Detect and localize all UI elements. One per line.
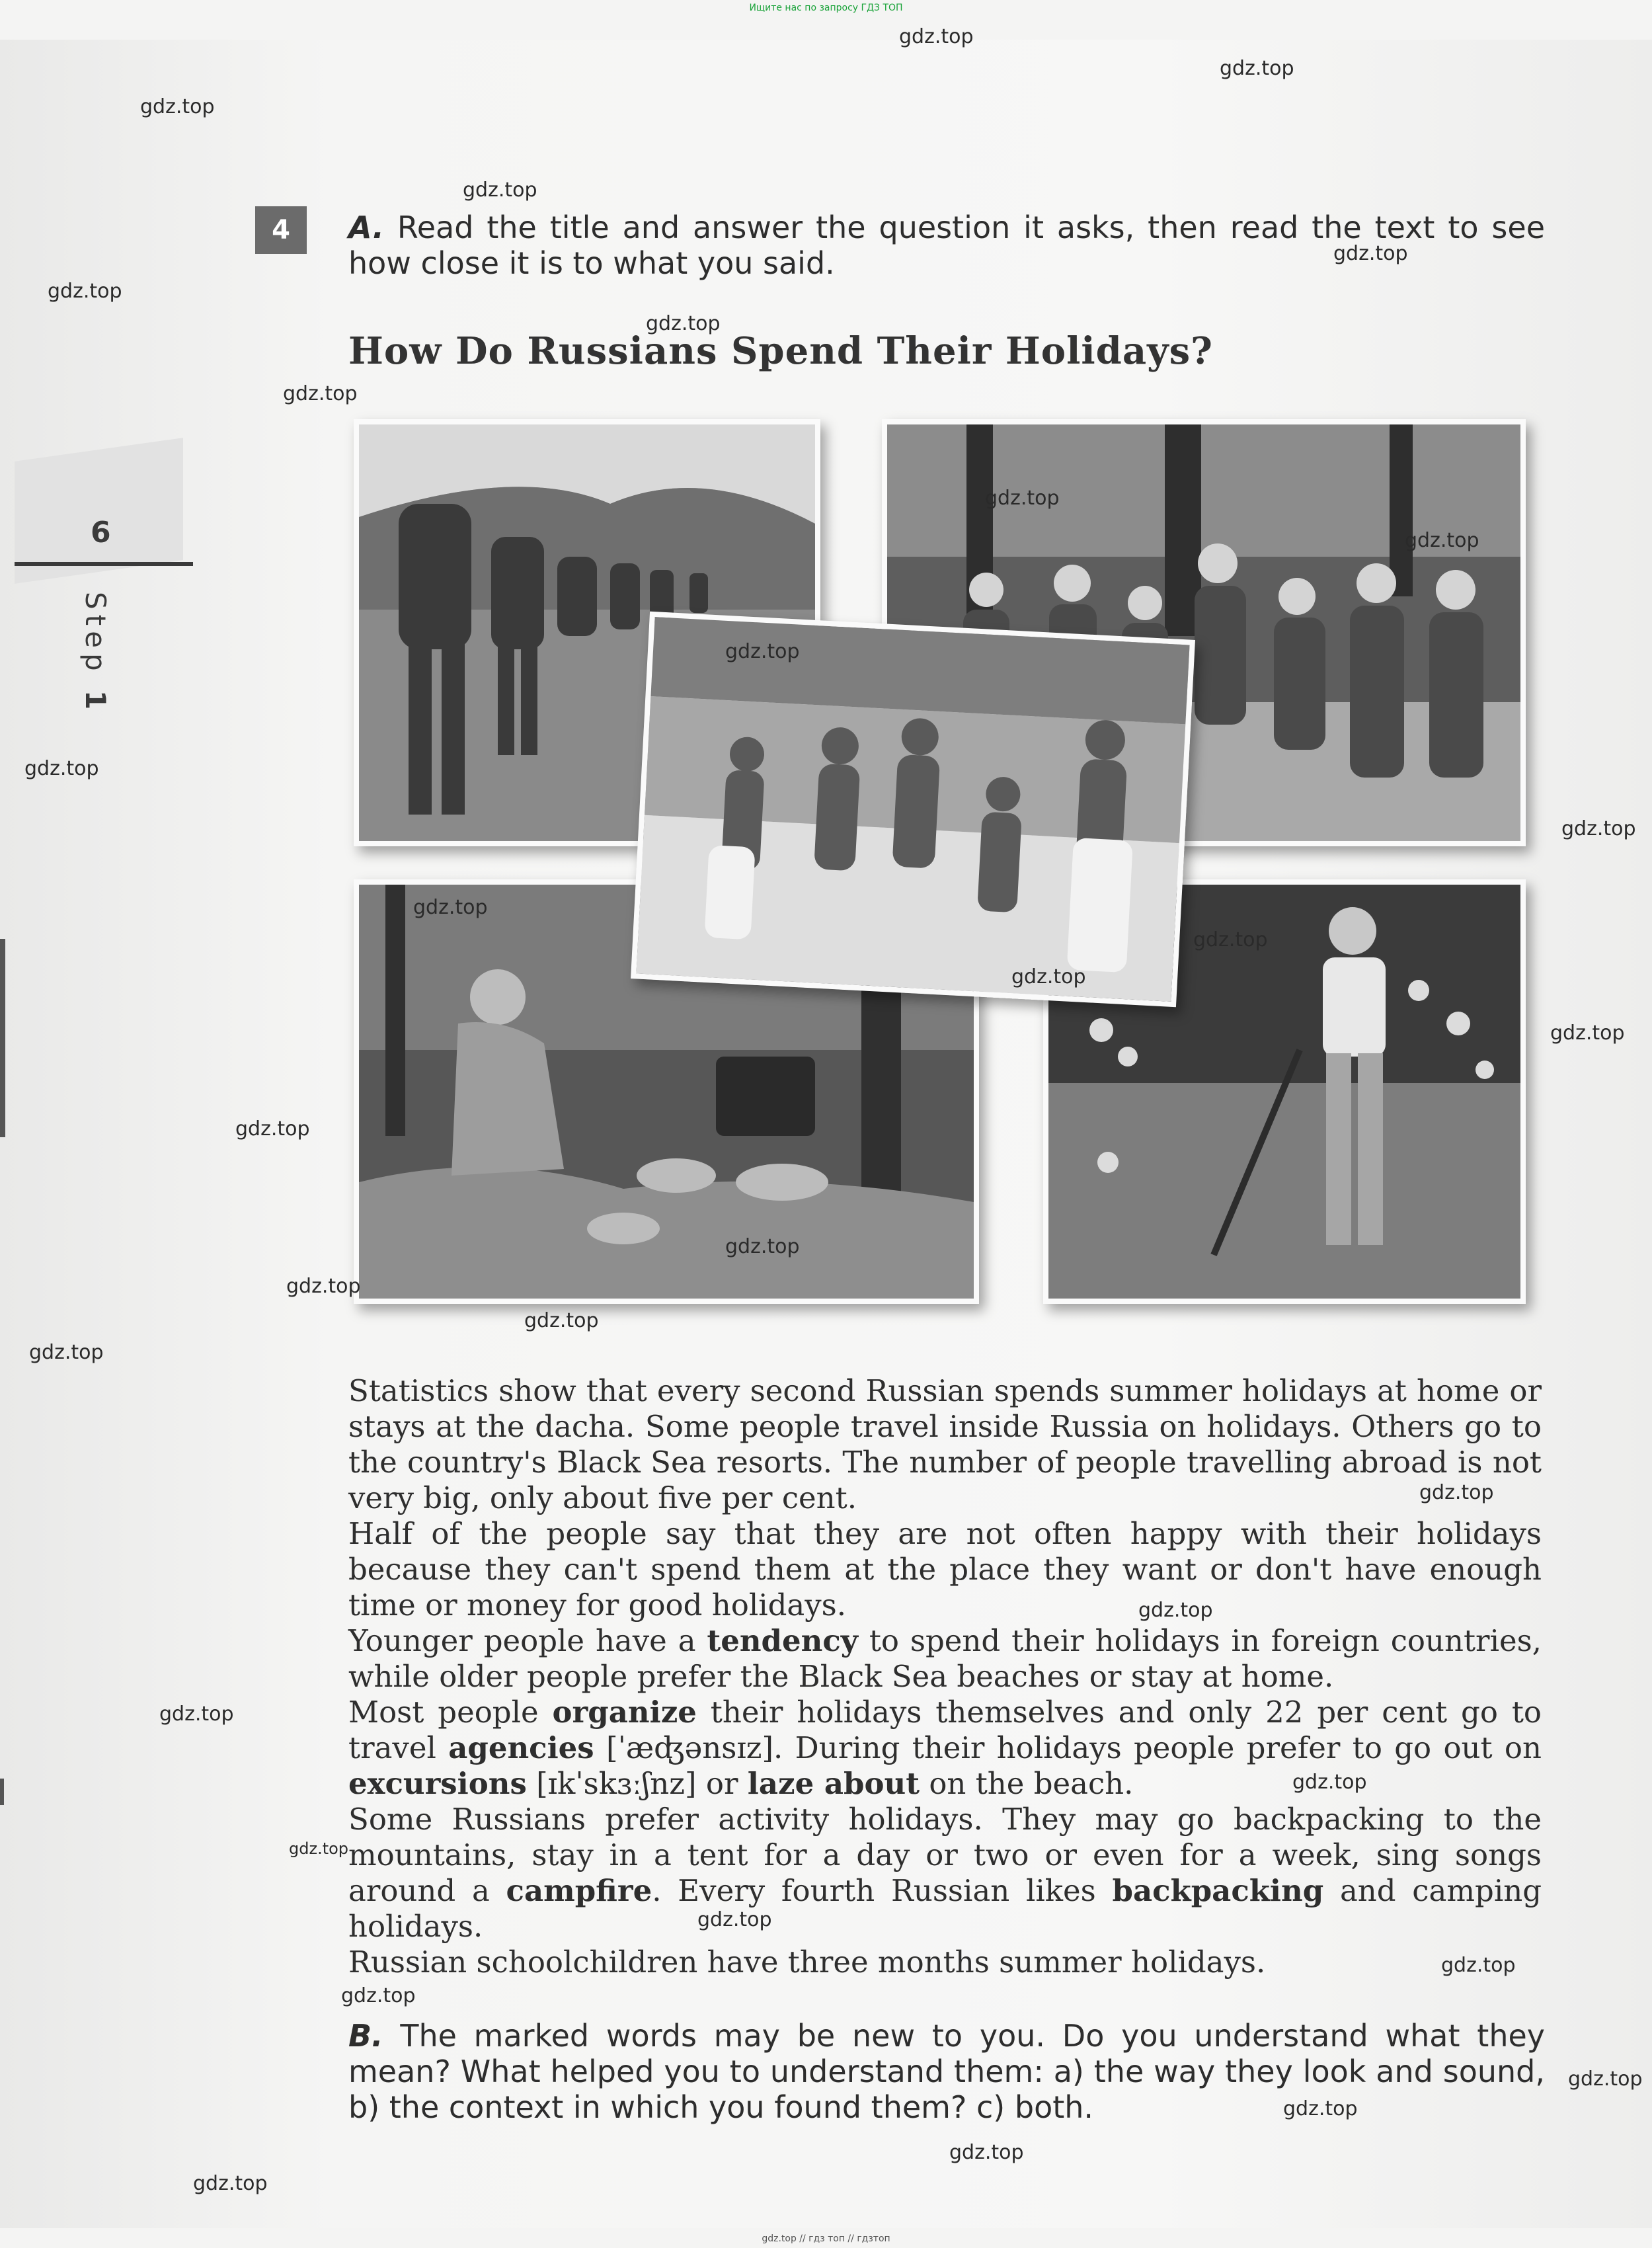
watermark: gdz.top [1561,817,1636,840]
watermark: gdz.top [697,1908,772,1931]
watermark: gdz.top [1441,1954,1516,1977]
part-b-text: The marked words may be new to you. Do you understand what they mean? What helped you to understand them: a) the way they look and sound, b) the context in which you found them? c) both. [348,2018,1545,2125]
reading-text [348,1373,1542,1980]
watermark: gdz.top [1333,242,1408,265]
watermark: gdz.top [899,25,974,48]
watermark: gdz.top [283,382,358,405]
paragraph-1: Statistics show that every second Russian spends summer holidays at home or stays at the dacha. Some people travel inside Russia on holidays. Others go to the country's Black Sea resorts. The number of people travelling abroad is not very big, only about five per cent. [348,1373,1542,1515]
watermark: gdz.top [140,95,215,118]
watermark: gdz.top [1193,928,1268,951]
top-banner: Ищите нас по запросу ГДЗ ТОП [749,3,903,13]
marked-word-organize: organize [552,1695,697,1730]
watermark: gdz.top [1138,1599,1213,1622]
part-b-instruction [348,2018,1545,2125]
part-b-letter: B. [348,2018,383,2054]
marked-word-campfire: campfire [506,1873,652,1908]
step-label: Step 1 [79,592,112,715]
watermark: gdz.top [29,1341,104,1364]
watermark: gdz.top [463,179,537,202]
side-rule [15,562,193,566]
paragraph-4: Most people organize their holidays themselves and only 22 per cent go to travel agencies [ˈæʤənsɪz]. During their holidays people prefer to go out on excursions [ɪkˈskɜːʃnz] or laze about on the beach. [348,1695,1542,1801]
marked-word-excursions: excursions [348,1766,527,1801]
watermark: gdz.top [413,896,488,919]
unit-number: 6 [91,516,111,549]
part-a-letter: A. [348,210,384,245]
watermark: gdz.top [159,1703,234,1726]
bottom-banner: gdz.top // гдз топ // гдзтоп [762,2233,890,2244]
task-number-badge: 4 [255,206,307,254]
watermark: gdz.top [1568,2067,1643,2091]
watermark: gdz.top [1550,1022,1625,1045]
paragraph-3: Younger people have a tendency to spend their holidays in foreign countries, while older people prefer the Black Sea beaches or stay at home. [348,1623,1542,1694]
watermark: gdz.top [24,757,99,780]
paragraph-2: Half of the people say that they are not often happy with their holidays because they can't spend them at the place they want or don't have enough time or money for good holidays. [348,1516,1542,1623]
watermark: gdz.top [1011,965,1086,988]
watermark: gdz.top [949,2141,1024,2164]
watermark: gdz.top [48,280,122,303]
paragraph-5: Some Russians prefer activity holidays. They may go backpacking to the mountains, stay in a tent for a day or two or even for a week, sing songs around a campfire. Every fourth Russian likes backpacking and camping holidays. [348,1802,1542,1944]
watermark: gdz.top [725,1235,800,1258]
watermark: gdz.top [289,1839,349,1858]
page-edge-line [0,939,5,1137]
watermark: gdz.top [341,1984,416,2007]
page-edge-mark [0,1779,4,1805]
marked-word-agencies: agencies [448,1730,594,1765]
beach-running-photo [631,612,1195,1007]
watermark: gdz.top [1292,1771,1367,1794]
article-title: How Do Russians Spend Their Holidays? [348,329,1213,373]
watermark: gdz.top [235,1117,310,1141]
watermark: gdz.top [1283,2097,1358,2120]
watermark: gdz.top [286,1275,361,1298]
watermark: gdz.top [1419,1481,1494,1504]
watermark: gdz.top [524,1309,599,1332]
watermark: gdz.top [985,487,1060,510]
marked-word-laze-about: laze about [747,1766,920,1801]
paragraph-6: Russian schoolchildren have three months summer holidays. [348,1945,1266,1980]
watermark: gdz.top [193,2172,268,2195]
watermark: gdz.top [1405,529,1479,552]
marked-word-backpacking: backpacking [1112,1873,1324,1908]
part-a-text: Read the title and answer the question it asks, then read the text to see how close it is to what you said. [348,210,1546,281]
watermark: gdz.top [725,640,800,663]
watermark: gdz.top [1220,57,1294,80]
watermark: gdz.top [646,312,721,335]
marked-word-tendency: tendency [707,1623,858,1658]
